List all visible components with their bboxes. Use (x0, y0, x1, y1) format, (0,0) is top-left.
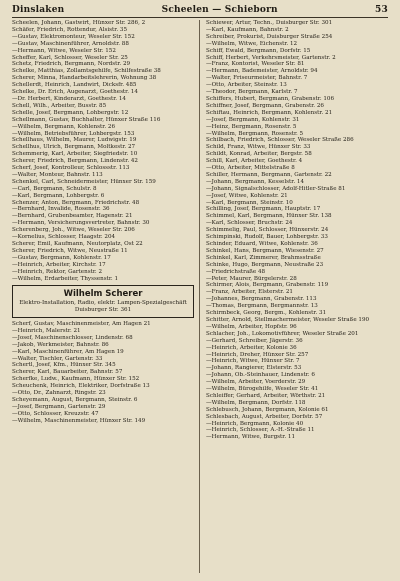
directory-entry: —Karl, Bergmann, Steinstr. 10 (206, 199, 293, 206)
directory-entry: —Hermann, Witwe, Weseler Str. 152 (12, 47, 116, 54)
directory-entry: Schetz, Friedrich, Bergmann, Nordstr. 29 (12, 61, 131, 68)
directory-entry: —Franz, Kontorist, Weseler Str. 81 (206, 61, 305, 68)
directory-entry: Schenzer, Anton, Bergmann, Friedrichstr. 48 (12, 199, 140, 206)
directory-entry: —Wilhelm, Bürogehilfe, Weseler Str. 41 (206, 386, 319, 393)
directory-entry: —Bernhard, Grubenbeamter, Hagenstr. 21 (12, 213, 133, 220)
directory-entry: Schimmelig, Paul, Schlosser, Hünxerstr. 24 (206, 227, 329, 234)
directory-entry: —Johann, Ob.-Steinhauer, Lindenstr. 6 (206, 372, 315, 379)
directory-entry: —Johann, Bergmann, Kesselstr. 14 (206, 178, 305, 185)
directory-entry: —Johannes, Bergmann, Grabenstr. 113 (206, 296, 317, 303)
directory-entry: Schiftau, Heinrich, Bergmann, Kohlenstr. 21 (206, 109, 333, 116)
directory-entry: Schlebusch, Johann, Bergmann, Kolonie 61 (206, 406, 329, 413)
directory-entry: —Wilhelm, Arbeiter, Voerderstr. 29 (206, 379, 306, 386)
directory-entry: Scherer, Emil, Kaufmann, Neutorplatz, Ost 22 (12, 241, 143, 247)
directory-entry: Scherer, Minna, Handarbeitslehrerin, Wohnung 38 (12, 75, 157, 82)
header-left: Dinslaken (12, 4, 65, 15)
header-center: Scheelen — Schieborn (161, 4, 278, 15)
directory-entry: Schelle, Josef, Bergmann, Lohbergstr. 12 (12, 109, 129, 116)
directory-entry: —Heinrich, Malerstr. 21 (12, 327, 81, 334)
directory-entry: Schild, Franz, Witwe, Hünxer Str. 33 (206, 144, 311, 151)
left-entries-bottom (12, 321, 194, 425)
directory-entry: —Heinrich, Arbeiter, Kolonie 36 (206, 344, 297, 351)
directory-entry: —Otto, Schlosser, Kreuzstr. 47 (12, 410, 99, 417)
directory-entry: —Hermann, Versicherungsvertreter, Bahnstr. 30 (12, 220, 150, 227)
directory-entry: Schinkel, Hans, Bergmann, Wiesenstr. 27 (206, 247, 324, 254)
directory-entry: Schiller, Hermann, Bergmann, Gartenstr. 22 (206, 171, 332, 178)
directory-entry: Schimpinski, Rudolf, Bauer, Lohbergstr. 33 (206, 234, 328, 241)
directory-entry: —Johann, Signalschlosser, Adolf-Hitler-Straße 81 (206, 185, 346, 192)
directory-entry: Schell, Wilh., Arbeiter, Busstr. 85 (12, 102, 107, 109)
directory-entry: Schemmerig, Karl, Arbeiter, Siegfriedstr. 10 (12, 151, 138, 158)
directory-entry: —Heinz, Bergmann, Rosenstr. 5 (206, 123, 297, 130)
directory-entry: Scherer, Karl, Bauarbeiter, Bahnstr. 57 (12, 369, 123, 376)
directory-entry: Schlacher, Joh., Lokomotivführer, Weseler Straße 201 (206, 330, 359, 337)
ad-title: Wilhelm Scherer (63, 289, 143, 300)
directory-entry: —Wilhelm, Maschinenmeister, Hünxer Str. 149 (12, 417, 146, 424)
directory-entry: —Gustav, Maschinenführer, Arnoldstr. 88 (12, 40, 129, 47)
directory-entry: Schiffner, Josef, Bergmann, Grabenstr. 26 (206, 102, 324, 109)
directory-entry: —Heinrich, Bergmann, Kolonie 40 (206, 420, 304, 427)
directory-entry: —Heinrich, Dreher, Hünxer Str. 257 (206, 351, 309, 358)
directory-entry: —Kornelius, Schlosser, Haagstr. 204 (12, 234, 116, 241)
directory-entry: Scherfke, Ludw., Kaufmann, Hünxer Str. 152 (12, 376, 140, 383)
left-column (12, 20, 194, 425)
directory-entry: Schellhaus, Wilhelm, Maurer, Ludwigstr. 19 (12, 137, 137, 144)
directory-entry: —Carl, Bergmann, Schulstr. 8 (12, 185, 97, 192)
directory-entry: —Wilhelm, Erdarbeiter, Thyssenstr. 1 (12, 275, 119, 282)
left-entries-top (12, 20, 194, 282)
directory-entry: —Wilhelm, Arbeiter, Hopfstr. 96 (206, 323, 297, 330)
directory-entry: Scherer, Friedrich, Bergmann, Lindenstr. 42 (12, 158, 138, 165)
directory-entry: —Karl, Bergmann, Lohbergstr. 6 (12, 192, 105, 199)
directory-entry: Scherf, Gustav, Maschinenmeister, Am Hagen 21 (12, 321, 151, 328)
column-divider (199, 20, 200, 573)
directory-entry: —Wilhelm, Witwe, Eichenstr. 12 (206, 40, 298, 47)
directory-entry: —Wilhelm, Bergmann, Kohlenstr. 26 (12, 123, 116, 130)
directory-entry: —Franz, Arbeiter, Elsterstr. 21 (206, 289, 293, 296)
directory-entry: Schimmel, Karl, Bergmann, Hünxer Str. 138 (206, 213, 332, 220)
right-entries (206, 20, 392, 441)
directory-entry: Schleiffer, Gerhard, Arbeiter, Wörthstr. 21 (206, 392, 326, 399)
directory-entry: Schildt, Konrad, Arbeiter, Bergstr. 58 (206, 151, 312, 158)
directory-entry: —Heinrich, Schlosser, A.-H.-Straße 11 (206, 427, 315, 434)
directory-entry: Schelke, Dr. Erich, Augenarzt, Goethestr. 14 (12, 89, 138, 96)
directory-entry: —Otto, Arbeiter, Mittelstraße 8 (206, 165, 295, 172)
directory-entry: Scheuchenk, Heinrich, Elektriker, Dorfstraße 13 (12, 383, 150, 390)
directory-entry: —Heinrich, Witwe, Hünxer Str. 7 (206, 358, 300, 365)
directory-entry: —Wilhelm, Betriebsführer, Lohbergstr. 153 (12, 130, 135, 137)
directory-entry: Schelke, Matthias, Zollamtsgehilfe, Schilfestraße 38 (12, 68, 161, 75)
directory-entry: —Heinrich, Rektor, Gartenstr. 2 (12, 268, 103, 275)
directory-entry: Schäfer, Friedrich, Rottendur, Alsistr. 35 (12, 26, 128, 33)
directory-entry: Schitter, Arnold, Stellmachermeister, Weseler Straße 190 (206, 316, 370, 323)
directory-entry: —Otto, Arbeiter, Steinstr. 13 (206, 82, 287, 89)
directory-entry: Schlesbach, August, Arbeiter, Dorfstr. 57 (206, 413, 323, 420)
page-number: 53 (375, 4, 388, 15)
directory-entry: —Walter, Friseurmeister, Bahnstr. 7 (206, 75, 308, 82)
directory-entry: Schilbach, Friedrich, Schlosser, Weseler Straße 286 (206, 137, 354, 144)
directory-entry: Schellerdt, Heinrich, Landwirt, Dicksfr. 485 (12, 82, 137, 89)
directory-entry: Scheelen, Johann, Gastwirt, Hünxer Str. 286, 2 (12, 20, 146, 26)
directory-entry: —Jakob, Werkmeister, Bahnstr. 86 (12, 341, 109, 348)
directory-entry: —Friedrichstraße 48 (206, 268, 266, 275)
directory-entry: Schinkel, Karl, Zimmerer, Brahmsstraße (206, 254, 321, 261)
directory-entry: —Wilhelm, Bergmann, Dorfstr. 118 (206, 399, 306, 406)
directory-entry: —Walter, Tischler, Gartenstr. 33 (12, 355, 103, 362)
directory-entry: —Bernhard, Invalide, Rosenstr. 36 (12, 206, 110, 213)
directory-entry: —Hermann, Bademeister, Arnoldstr. 94 (206, 68, 318, 75)
directory-entry: Schill, Karl, Arbeiter, Goethestr. 4 (206, 158, 303, 165)
directory-entry: —Walter, Monteur, Bahnstr. 113 (12, 171, 103, 178)
directory-entry: Schiff, Ewald, Bergmann, Dorfstr. 15 (206, 47, 311, 54)
directory-entry: Schinder, Eduard, Witwe, Kohlenstr. 36 (206, 241, 318, 247)
directory-entry: Schellhus, Ulrich, Bergmann, Moltkestr. 27 (12, 144, 136, 151)
directory-entry: Schilling, Josef, Bergmann, Hauptstr. 17 (206, 206, 321, 213)
directory-entry: —Thomas, Bergmann, Bergmannstr. 13 (206, 303, 318, 310)
directory-entry: Schinke, Hugo, Bergmann, Neustraße 23 (206, 261, 324, 268)
directory-entry: —Hermann, Witwe, Burgstr. 11 (206, 434, 296, 441)
directory-entry: —Gustav, Bergmann, Kohlenstr. 17 (12, 254, 111, 261)
ad-address: Duisburger Str. 361 (74, 307, 132, 314)
directory-entry: —Gustav, Elektromonteur, Weseler Str. 152 (12, 33, 135, 40)
advertisement-box (12, 285, 194, 318)
directory-entry: Scherf, Josef, Kontrolleur, Schlossstr. 113 (12, 165, 130, 172)
directory-entry: Schellmann, Gustav, Buchhalter, Hünxer Straße 116 (12, 116, 161, 123)
directory-entry: —Johann, Rangierer, Elsterstr. 53 (206, 365, 302, 372)
directory-entry: —Karl, Schlosser, Bruchstr. 24 (206, 220, 293, 227)
directory-entry: —Josef, Witwe, Kohlenstr. 21 (206, 192, 288, 199)
directory-entry: —Dr. Herbert, Kinderarzt, Goethestr. 14 (12, 95, 126, 102)
directory-entry: Schreiber, Prokurist, Duisburger Straße 254 (206, 33, 333, 40)
directory-entry: —Peter, Maurer, Bürgelerstr. 28 (206, 275, 297, 282)
directory-entry: Scheyemann, August, Bergmann, Steinstr. 6 (12, 397, 138, 403)
directory-entry: —Karl, Maschinenführer, Am Hagen 19 (12, 348, 124, 355)
directory-entry: Scheffer, Karl, Schlosser, Weseler Str. 25 (12, 54, 128, 61)
directory-entry: Schirmer, Alois, Bergmann, Grabenstr. 119 (206, 282, 329, 289)
directory-entry: Schirmbeck, Georg, Bergm., Kohlenstr. 31 (206, 310, 327, 317)
header-rule (12, 17, 388, 18)
directory-entry: Schiewer, Artur, Techn., Duisburger Str. 301 (206, 20, 333, 26)
directory-entry: Schiff, Herbert, Verkehrsmeister, Gartenstr. 2 (206, 54, 336, 61)
directory-entry: —Josef, Bergmann, Kohlenstr. 31 (206, 116, 300, 123)
page-header (12, 3, 388, 16)
directory-entry: Schertl, Josef, Kfm., Hünxer Str. 345 (12, 362, 116, 369)
directory-entry: Schenkel, Carl, Schneidermeister, Hünxer Str. 159 (12, 178, 156, 185)
directory-entry: Scherenberg, Joh., Witwe, Weseler Str. 206 (12, 227, 135, 234)
directory-entry: —Wilhelm, Bergmann, Rosenstr. 5 (206, 130, 304, 137)
directory-entry: —Otto, Dr., Zahnarzt, Ringstr. 23 (12, 390, 106, 397)
directory-entry: —Josef, Bergmann, Gartenstr. 29 (12, 403, 106, 410)
directory-entry: —Gerhard, Schreiber, Jägerstr. 36 (206, 337, 303, 344)
ad-services: Elektro-Installation, Radio, elektr. Lampen-Spezialgeschäft (19, 300, 187, 307)
directory-entry: Schiffers, Hubert, Bergmann, Grabenstr. 106 (206, 95, 335, 102)
directory-entry: —Karl, Kaufmann, Bahnstr. 2 (206, 26, 289, 33)
directory-entry: —Josef, Maschinenschlosser, Lindenstr. 68 (12, 334, 133, 341)
directory-entry: Scherer, Friedrich, Witwe, Neustraße 11 (12, 247, 128, 254)
right-column (206, 20, 392, 441)
directory-entry: —Heinrich, Arbeiter, Kirchstr. 17 (12, 261, 106, 268)
directory-entry: —Theodor, Bergmann, Karlstr. 7 (206, 89, 298, 96)
